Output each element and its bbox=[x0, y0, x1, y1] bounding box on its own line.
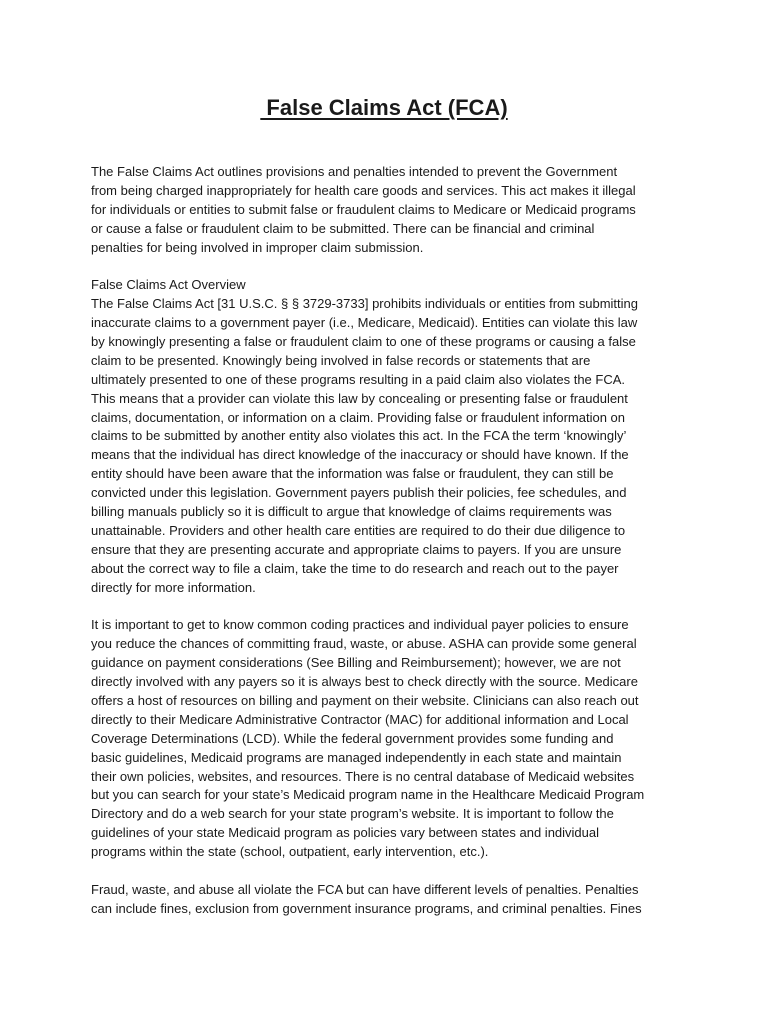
overview-line: entity should have been aware that the information was false or fraudulent, they can still be bbox=[91, 466, 614, 482]
intro-line: The False Claims Act outlines provisions and penalties intended to prevent the Government bbox=[91, 164, 618, 179]
overview-line: claims to be submitted by another entity also violates this act. In the FCA the term ‘knowingly’ bbox=[91, 428, 627, 444]
paragraph-gap bbox=[91, 257, 691, 276]
overview-line: claim to be presented. Knowingly being involved in false records or statements that are bbox=[91, 352, 591, 368]
document-title-text: False Claims Act (FCA) bbox=[260, 95, 508, 120]
coding-line: their own policies, websites, and resources. There is no central database of Medicaid websites bbox=[91, 768, 635, 784]
overview-line: ultimately presented to one of these programs resulting in a paid claim also violates the FCA. bbox=[91, 371, 625, 387]
paragraph-gap bbox=[91, 862, 691, 881]
overview-line: unattainable. Providers and other health care entities are required to do their due diligence to bbox=[91, 522, 626, 538]
overview-line: means that the individual has direct knowledge of the inaccuracy or should have known. If the bbox=[91, 447, 629, 463]
overview-line: about the correct way to file a claim, take the time to do research and reach out to the payer bbox=[91, 560, 619, 576]
overview-line: claims, documentation, or information on a claim. Providing false or fraudulent information on bbox=[91, 409, 625, 425]
coding-line: Coverage Determinations (LCD). While the federal government provides some funding and bbox=[91, 730, 614, 746]
coding-line: Directory and do a web search for your state program’s website. It is important to follow the bbox=[91, 806, 614, 822]
coding-line: guidelines of your state Medicaid program as policies vary between states and individual bbox=[91, 825, 600, 841]
overview-line: directly for more information. bbox=[91, 579, 256, 595]
paragraph-gap bbox=[91, 597, 691, 616]
coding-line: directly involved with any payers so it is always best to check directly with the source. Medicare bbox=[91, 674, 638, 690]
coding-line: programs within the state (school, outpatient, early intervention, etc.). bbox=[91, 844, 489, 860]
penalties-line: can include fines, exclusion from government insurance programs, and criminal penalties. Fines bbox=[91, 900, 642, 916]
coding-line: It is important to get to know common coding practices and individual payer policies to ensure bbox=[91, 617, 629, 633]
intro-paragraph bbox=[91, 163, 691, 257]
coding-paragraph bbox=[91, 616, 691, 862]
overview-line: The False Claims Act [31 U.S.C. § § 3729-3733] prohibits individuals or entities from submitting bbox=[91, 296, 638, 312]
coding-line: basic guidelines, Medicaid programs are managed independently in each state and maintain bbox=[91, 749, 622, 765]
document-title bbox=[0, 94, 768, 122]
overview-heading: False Claims Act Overview bbox=[91, 277, 246, 293]
document-body bbox=[91, 163, 691, 919]
overview-line: inaccurate claims to a government payer (i.e., Medicare, Medicaid). Entities can violate this law bbox=[91, 315, 638, 331]
overview-paragraph bbox=[91, 295, 691, 597]
intro-line: penalties for being involved in improper claim submission. bbox=[91, 239, 424, 255]
coding-line: you reduce the chances of committing fraud, waste, or abuse. ASHA can provide some general bbox=[91, 636, 637, 652]
overview-line: by knowingly presenting a false or fraudulent claim to one of these programs or causing a false bbox=[91, 334, 636, 350]
intro-line: for individuals or entities to submit false or fraudulent claims to Medicare or Medicaid programs bbox=[91, 201, 636, 217]
overview-line: billing manuals publicly so it is difficult to argue that knowledge of claims requirements was bbox=[91, 504, 612, 520]
coding-line: directly to their Medicare Administrative Contractor (MAC) for additional information and Local bbox=[91, 711, 629, 727]
overview-line: convicted under this legislation. Government payers publish their policies, fee schedules, and bbox=[91, 485, 627, 501]
coding-line: but you can search for your state’s Medicaid program name in the Healthcare Medicaid Program bbox=[91, 787, 645, 803]
coding-line: offers a host of resources on billing and payment on their website. Clinicians can also reach out bbox=[91, 692, 639, 708]
overview-line: ensure that they are presenting accurate and appropriate claims to payers. If you are unsure bbox=[91, 541, 622, 557]
coding-line: guidance on payment considerations (See Billing and Reimbursement); however, we are not bbox=[91, 655, 621, 671]
overview-line: This means that a provider can violate this law by concealing or presenting false or fraudulent bbox=[91, 390, 628, 406]
penalties-line: Fraud, waste, and abuse all violate the FCA but can have different levels of penalties. Penalties bbox=[91, 881, 639, 897]
intro-line: or cause a false or fraudulent claim to be submitted. There can be financial and criminal bbox=[91, 220, 595, 236]
penalties-paragraph bbox=[91, 881, 691, 919]
intro-line: from being charged inappropriately for health care goods and services. This act makes it illegal bbox=[91, 182, 636, 198]
